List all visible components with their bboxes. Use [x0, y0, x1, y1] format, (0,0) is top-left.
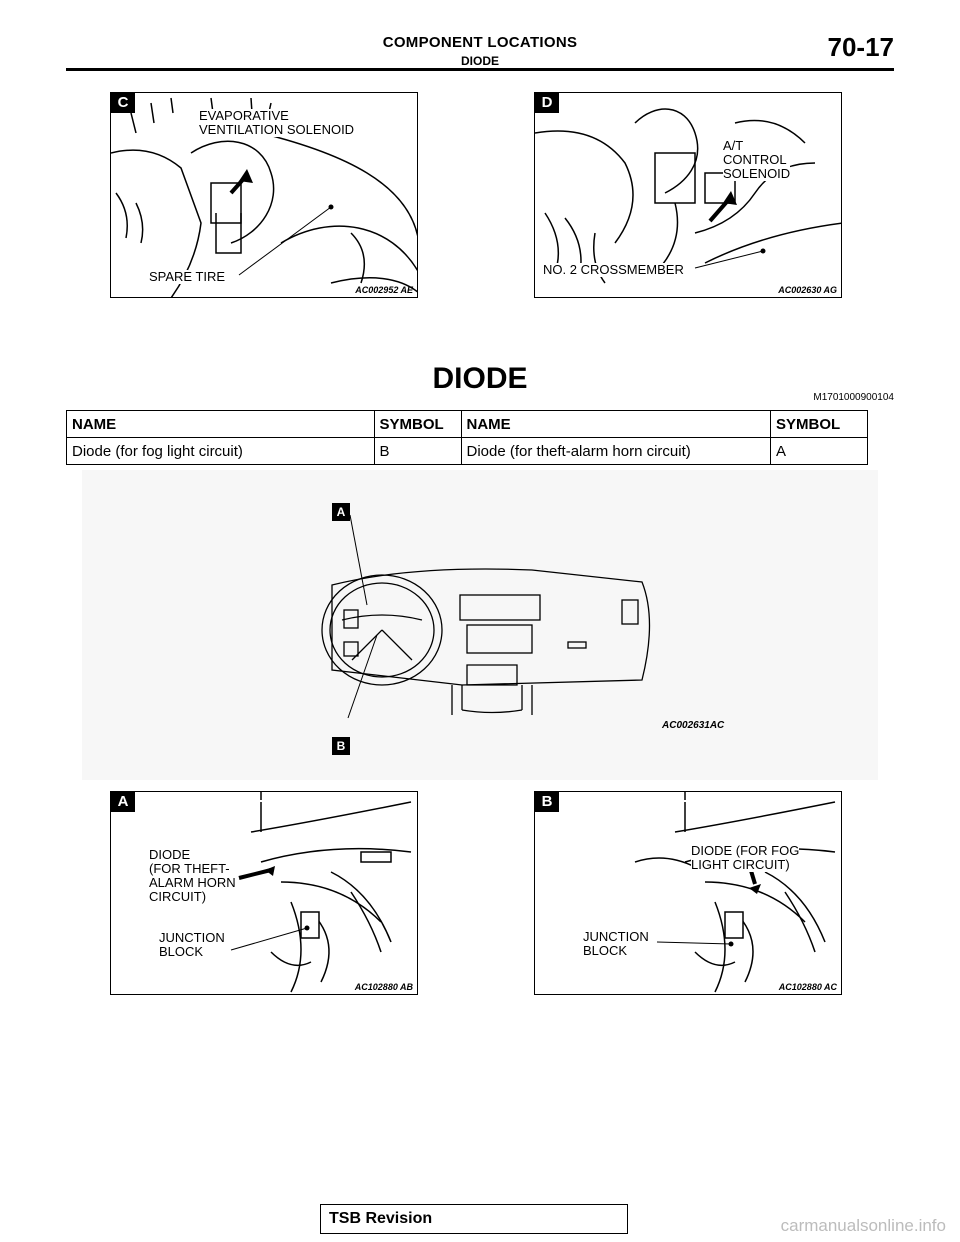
- figure-b-fog-light-diode: [534, 791, 842, 995]
- figure-c-callout-spare-tire: SPARE TIRE: [149, 269, 226, 284]
- section-code: M1701000900104: [813, 392, 894, 403]
- figure-d-callout-crossmember: NO. 2 CROSSMEMBER: [543, 262, 684, 277]
- figure-b-callout-diode: DIODE (FOR FOG LIGHT CIRCUIT): [691, 843, 800, 872]
- figure-d-callout-solenoid: A/T CONTROL SOLENOID: [723, 138, 791, 181]
- table-header-name: NAME: [461, 411, 771, 438]
- table-cell: Diode (for fog light circuit): [67, 438, 375, 465]
- section-header-subtitle: DIODE: [460, 54, 499, 68]
- page-number: 70-17: [827, 32, 894, 62]
- header-divider: [66, 68, 894, 71]
- figure-b-callout-junction: JUNCTION BLOCK: [583, 929, 649, 958]
- figure-a-callout-diode: DIODE (FOR THEFT- ALARM HORN CIRCUIT): [149, 847, 236, 904]
- tsb-revision-box: TSB Revision: [320, 1204, 628, 1234]
- section-header-title: COMPONENT LOCATIONS: [382, 34, 578, 51]
- figure-b-badge: B: [535, 792, 559, 812]
- table-header-symbol: SYMBOL: [771, 411, 868, 438]
- figure-c-code: AC002952 AE: [355, 285, 413, 295]
- figure-a-theft-alarm-diode: [110, 791, 418, 995]
- figure-d-code: AC002630 AG: [778, 285, 837, 295]
- table-header-name: NAME: [67, 411, 375, 438]
- table-row: [67, 438, 868, 465]
- figure-a-code: AC102880 AB: [354, 982, 413, 992]
- figure-dashboard-code: AC002631AC: [662, 720, 725, 731]
- figure-b-code: AC102880 AC: [778, 982, 837, 992]
- figure-b-illustration: [535, 792, 842, 995]
- table-cell: Diode (for theft-alarm horn circuit): [461, 438, 771, 465]
- dashboard-marker-a: A: [332, 503, 350, 521]
- figure-c-evaporative-solenoid: [110, 92, 418, 298]
- table-cell: B: [374, 438, 461, 465]
- figure-c-callout-solenoid: EVAPORATIVE VENTILATION SOLENOID: [199, 108, 355, 137]
- figure-a-badge: A: [111, 792, 135, 812]
- section-title: DIODE: [432, 362, 528, 395]
- figure-d-badge: D: [535, 93, 559, 113]
- table-cell: A: [771, 438, 868, 465]
- figure-a-callout-junction: JUNCTION BLOCK: [159, 930, 225, 959]
- watermark: carmanualsonline.info: [780, 1216, 946, 1235]
- figure-d-at-control-solenoid: [534, 92, 842, 298]
- diode-table: [66, 410, 868, 465]
- figure-dashboard-overview: [82, 470, 878, 780]
- table-header-symbol: SYMBOL: [374, 411, 461, 438]
- figure-c-badge: C: [111, 93, 135, 113]
- dashboard-illustration: [82, 470, 878, 780]
- dashboard-marker-b: B: [332, 737, 350, 755]
- table-header-row: [67, 411, 868, 438]
